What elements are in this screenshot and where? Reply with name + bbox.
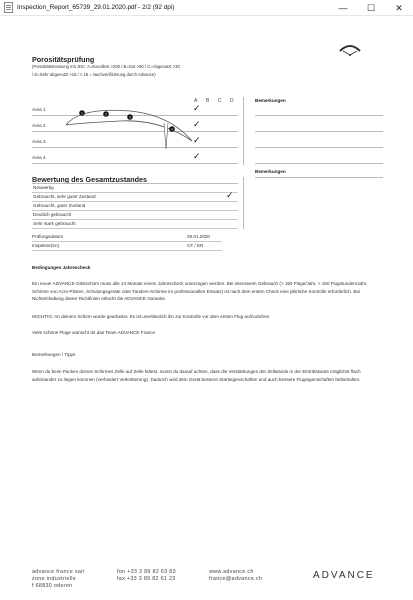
advance-brand-logo: ADVANCE bbox=[313, 570, 375, 581]
area-4-check-icon: ✓ bbox=[193, 151, 201, 161]
area-2-label: Area 2 bbox=[32, 123, 46, 128]
inspector-label: Inspektor(en) bbox=[32, 243, 60, 248]
annual-check-paragraph-3: Viele schöne Flüge wünscht dir das Team ADVANCE France bbox=[32, 330, 156, 335]
porosity-legend-line1: (Porositätsmessung mit JDC: A=Excellent >200 / B=Gut >60 / C=Abgenutzt >30 bbox=[32, 64, 180, 69]
annual-check-title: Bedingungen Jahrescheck bbox=[32, 265, 91, 270]
remarks-line bbox=[255, 131, 383, 132]
footer-company bbox=[32, 569, 85, 590]
footer-web bbox=[209, 569, 262, 583]
annual-check-paragraph-2: WICHTIG: An deinem Schirm wurde gearbeitet. Es ist unerlässlich ihn zur Kontrolle vor dem ersten Flug aufzuziehen. bbox=[32, 314, 271, 319]
website-link[interactable]: www.advance.ch bbox=[209, 569, 254, 575]
window-titlebar bbox=[0, 0, 413, 16]
evaluation-title: Bewertung des Gesamtzustandes bbox=[32, 175, 148, 184]
area-1-label: Area 1 bbox=[32, 107, 46, 112]
annual-check-paragraph-1: Ein neuer ADVANCE-Gleitschirm muss alle 24 Monate einem Jahrescheck unterzogen werden. Bei intensivem Gebrauch (> 150 Flüge/Jahr, > 150 Flugstunden/Jahr, Schirme von Acro-Piloten, Schulungsgeräte oder Tandem-Schirme im professionellen Einsatz) ist nach dem ersten Check eine jährliche Kontrolle erforderlich. Bei Nichteinhaltung dieser Richtlinien erlischt die ADVANCE Garantie. bbox=[32, 281, 368, 302]
remarks-line bbox=[255, 147, 383, 148]
area-2-check-icon: ✓ bbox=[193, 119, 201, 129]
close-button[interactable]: ✕ bbox=[395, 2, 403, 13]
area-4-label: Area 4 bbox=[32, 155, 46, 160]
column-header-c: C bbox=[218, 98, 222, 104]
area-3-label: Area 3 bbox=[32, 139, 46, 144]
inspection-date-value: 29.01.2020 bbox=[187, 234, 210, 239]
spacer bbox=[32, 217, 222, 226]
fax-number: fax +33 3 89 82 61 23 bbox=[117, 576, 176, 582]
evaluation-remarks-label: Bemerkungen bbox=[255, 169, 286, 174]
column-divider bbox=[243, 97, 244, 165]
inspection-date-row bbox=[32, 233, 222, 242]
column-header-a: A bbox=[194, 98, 198, 104]
porosity-title: Porositätsprüfung bbox=[32, 55, 95, 64]
marker-4-label: 4 bbox=[171, 127, 173, 132]
area-3-check-icon: ✓ bbox=[193, 135, 201, 145]
inspection-date-label: Prüfungsdatum bbox=[32, 234, 64, 239]
company-city: f 68830 oderen bbox=[32, 583, 73, 589]
maximize-button[interactable]: ☐ bbox=[366, 2, 376, 13]
area-1-check-icon: ✓ bbox=[193, 103, 201, 113]
remarks-line bbox=[255, 163, 383, 164]
column-header-d: D bbox=[230, 98, 234, 104]
marker-3-label: 3 bbox=[129, 115, 131, 120]
wing-rib-cut bbox=[164, 123, 168, 149]
evaluation-option-very-good: Gebraucht, sehr guter Zustand bbox=[32, 193, 238, 202]
window-controls bbox=[329, 0, 413, 16]
document-app-icon bbox=[4, 2, 13, 13]
evaluation-option-good: Gebraucht, guter Zustand bbox=[32, 202, 238, 211]
column-divider bbox=[243, 177, 244, 229]
company-name: advance france sarl bbox=[32, 569, 85, 575]
tips-paragraph: Wenn du beim Packen deines Schirmes Zelle auf Zelle faltest, musst du darauf achten, dass die Verstärkungen der Zellwände in der Eintrittskante möglichst flach aufeinander zu liegen kommen (verhindert Verknitterung). Dadurch wird dein Gerät bessere Starteigenschaften und auch bessere Flugeigenschaften beibehalten. bbox=[32, 369, 361, 382]
document-page bbox=[0, 17, 413, 600]
evaluation-check-icon: ✓ bbox=[226, 190, 234, 200]
tips-title: Bemerkungen / Tipps bbox=[32, 352, 76, 357]
remarks-line bbox=[255, 177, 383, 178]
wing-profile-diagram bbox=[60, 105, 200, 165]
inspector-value: CF / ER bbox=[187, 243, 204, 248]
evaluation-option-worn: Deutlich gebraucht bbox=[32, 211, 238, 220]
paraglider-logo-icon bbox=[338, 41, 362, 57]
remarks-line bbox=[255, 115, 383, 116]
footer-contact bbox=[117, 569, 176, 583]
marker-2-label: 2 bbox=[105, 112, 107, 117]
column-header-b: B bbox=[206, 98, 210, 104]
marker-1-label: 1 bbox=[81, 111, 83, 116]
inspector-row bbox=[32, 242, 222, 251]
minimize-button[interactable]: — bbox=[338, 3, 348, 13]
email-link[interactable]: france@advance.ch bbox=[209, 576, 263, 582]
porosity-legend-line2: / D=Sehr abgenutzt >15 / < 15 = Nachverifizierung durch Advance) bbox=[32, 72, 156, 77]
evaluation-option-very-worn: Sehr stark gebraucht bbox=[32, 220, 238, 229]
porosity-remarks-label: Bemerkungen bbox=[255, 98, 286, 103]
window-title: Inspection_Report_65739_29.01.2020.pdf - 2/2 (92 dpi) bbox=[17, 4, 175, 11]
company-address: zone industrielle bbox=[32, 576, 77, 582]
evaluation-option-new: Neuwertig bbox=[32, 184, 238, 193]
phone-number: fon +33 3 89 82 63 83 bbox=[117, 569, 176, 575]
